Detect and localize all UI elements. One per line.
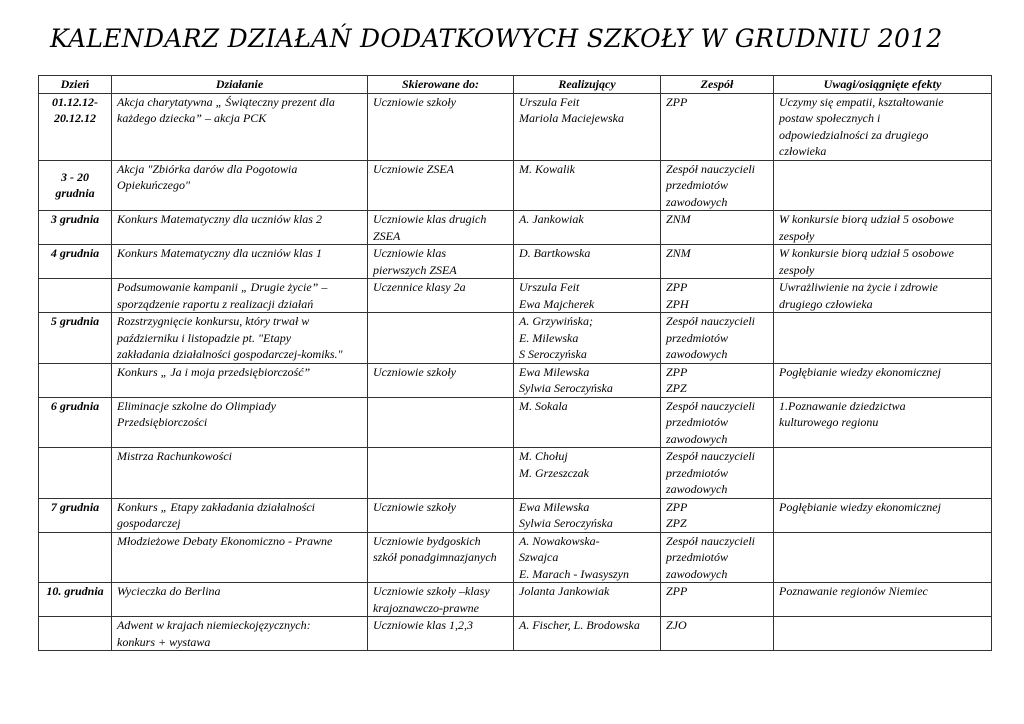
team-cell-line: przedmiotów	[666, 178, 729, 192]
day-cell-line: 20.12.12	[54, 111, 96, 125]
target-cell-line: Uczniowie bydgoskich	[373, 533, 481, 548]
performer-cell	[514, 397, 661, 448]
team-cell	[661, 313, 774, 364]
notes-cell-line: Uczymy się empatii, kształtowanie	[779, 94, 944, 109]
performer-cell	[514, 313, 661, 364]
table-row	[39, 245, 992, 279]
notes-cell-line: W konkursie biorą udział 5 osobowe	[779, 246, 954, 260]
action-cell-line: zakładania działalności gospodarczej-komiks."	[117, 347, 343, 361]
performer-cell-line: Urszula Feit	[519, 94, 580, 109]
day-cell	[39, 313, 112, 364]
notes-cell-line: W konkursie biorą udział 5 osobowe	[779, 212, 954, 226]
table-body	[39, 93, 992, 651]
team-cell-line: Zespół nauczycieli	[666, 161, 755, 176]
target-cell-line: Uczniowie klas drugich	[373, 212, 487, 226]
team-cell	[661, 245, 774, 279]
notes-cell-line: Pogłębianie wiedzy ekonomicznej	[779, 364, 941, 379]
target-cell	[368, 279, 514, 313]
notes-cell	[774, 160, 992, 211]
action-cell-line: Przedsiębiorczości	[117, 415, 208, 429]
action-cell-line: Konkurs Matematyczny dla uczniów klas 1	[117, 246, 322, 260]
target-cell-line: Uczennice klasy 2a	[373, 280, 466, 294]
action-cell	[112, 160, 368, 211]
team-cell-line: zawodowych	[666, 194, 728, 209]
table-row	[39, 532, 992, 583]
performer-cell-line: M. Kowalik	[519, 161, 575, 176]
team-cell-line: ZJO	[666, 618, 687, 632]
performer-cell-line: Szwajca	[519, 550, 559, 564]
action-cell-line: Konkurs Matematyczny dla uczniów klas 2	[117, 212, 322, 226]
performer-cell-line: Ewa Majcherek	[519, 296, 595, 311]
target-cell	[368, 397, 514, 448]
action-cell	[112, 583, 368, 617]
team-cell	[661, 93, 774, 160]
column-header-target: Skierowane do:	[368, 76, 514, 94]
day-cell-line: 10. grudnia	[46, 584, 104, 598]
team-cell	[661, 617, 774, 651]
action-cell-line: Podsumowanie kampanii „ Drugie życie” –	[117, 280, 328, 294]
notes-cell	[774, 279, 992, 313]
team-cell	[661, 448, 774, 499]
day-cell	[39, 532, 112, 583]
performer-cell-line: A. Fischer, L. Brodowska	[519, 618, 640, 632]
table-row	[39, 279, 992, 313]
performer-cell-line: Ewa Milewska	[519, 499, 590, 514]
team-cell	[661, 397, 774, 448]
target-cell-line: Uczniowie klas 1,2,3	[373, 618, 473, 632]
notes-cell	[774, 363, 992, 397]
target-cell	[368, 363, 514, 397]
team-cell-line: Zespół nauczycieli	[666, 398, 755, 413]
notes-cell	[774, 532, 992, 583]
action-cell	[112, 93, 368, 160]
column-header-action: Działanie	[112, 76, 368, 94]
target-cell	[368, 448, 514, 499]
day-cell-line: 3 grudnia	[50, 212, 100, 226]
target-cell	[368, 211, 514, 245]
team-cell-line: ZNM	[666, 212, 691, 226]
action-cell-line: październiku i listopadzie pt. "Etapy	[117, 330, 292, 345]
target-cell-line: szkół ponadgimnazjanych	[373, 550, 497, 564]
notes-cell	[774, 498, 992, 532]
action-cell-line: Akcja "Zbiórka darów dla Pogotowia	[117, 161, 298, 176]
performer-cell	[514, 93, 661, 160]
day-cell-line: 01.12.12-	[52, 94, 98, 109]
action-cell	[112, 448, 368, 499]
team-cell-line: przedmiotów	[666, 550, 729, 564]
notes-cell-line: kulturowego regionu	[779, 415, 879, 429]
action-cell	[112, 397, 368, 448]
notes-cell-line: Poznawanie regionów Niemiec	[779, 584, 928, 598]
action-cell	[112, 211, 368, 245]
performer-cell	[514, 617, 661, 651]
notes-cell	[774, 397, 992, 448]
day-cell-line: 6 grudnia	[50, 398, 100, 413]
performer-cell	[514, 279, 661, 313]
day-cell	[39, 498, 112, 532]
team-cell	[661, 160, 774, 211]
day-cell	[39, 617, 112, 651]
table-row	[39, 93, 992, 160]
team-cell	[661, 498, 774, 532]
performer-cell-line: E. Milewska	[519, 330, 579, 345]
performer-cell-line: Ewa Milewska	[519, 364, 590, 379]
notes-cell-line: zespoły	[779, 262, 815, 277]
notes-cell-line: człowieka	[779, 144, 827, 158]
performer-cell	[514, 448, 661, 499]
target-cell	[368, 313, 514, 364]
day-cell	[39, 583, 112, 617]
action-cell	[112, 617, 368, 651]
performer-cell-line: M. Chołuj	[519, 449, 568, 463]
performer-cell	[514, 160, 661, 211]
target-cell	[368, 498, 514, 532]
performer-cell-line: M. Grzeszczak	[519, 465, 589, 480]
table-row	[39, 313, 992, 364]
team-cell-line: ZPZ	[666, 381, 687, 395]
action-cell	[112, 245, 368, 279]
team-cell-line: Zespół nauczycieli	[666, 449, 755, 463]
performer-cell-line: Sylwia Seroczyńska	[519, 516, 613, 530]
team-cell-line: zawodowych	[666, 347, 728, 361]
action-cell-line: Adwent w krajach niemieckojęzycznych:	[117, 618, 311, 632]
team-cell-line: przedmiotów	[666, 465, 729, 480]
action-cell-line: sporządzenie raportu z realizacji działań	[117, 296, 314, 311]
target-cell-line: pierwszych ZSEA	[373, 262, 457, 277]
day-cell	[39, 245, 112, 279]
notes-cell	[774, 245, 992, 279]
action-cell	[112, 363, 368, 397]
target-cell-line: krajoznawczo-prawne	[373, 600, 479, 615]
table-row	[39, 448, 992, 499]
performer-cell-line: Sylwia Seroczyńska	[519, 381, 613, 395]
target-cell-line: Uczniowie szkoły –klasy	[373, 584, 490, 598]
performer-cell-line: Jolanta Jankowiak	[519, 584, 610, 598]
team-cell-line: ZPP	[666, 584, 688, 598]
day-cell	[39, 211, 112, 245]
action-cell-line: Opiekuńczego"	[117, 178, 191, 192]
target-cell	[368, 160, 514, 211]
team-cell-line: przedmiotów	[666, 415, 729, 429]
action-cell-line: konkurs + wystawa	[117, 634, 211, 649]
notes-cell	[774, 313, 992, 364]
performer-cell-line: Mariola Maciejewska	[519, 111, 624, 125]
performer-cell	[514, 583, 661, 617]
action-cell	[112, 279, 368, 313]
performer-cell-line: A. Jankowiak	[519, 212, 584, 226]
notes-cell	[774, 211, 992, 245]
notes-cell-line: zespoły	[779, 228, 815, 243]
action-cell-line: Młodzieżowe Debaty Ekonomiczno - Prawne	[117, 533, 333, 548]
team-cell-line: przedmiotów	[666, 330, 729, 345]
table-header-row	[39, 76, 992, 94]
day-cell-line: 3 - 20	[61, 169, 89, 184]
performer-cell	[514, 532, 661, 583]
target-cell	[368, 583, 514, 617]
table-row	[39, 498, 992, 532]
performer-cell-line: E. Marach - Iwasyszyn	[519, 566, 629, 581]
day-cell-line: 5 grudnia	[50, 314, 100, 328]
team-cell	[661, 279, 774, 313]
table-row	[39, 617, 992, 651]
target-cell-line: Uczniowie szkoły	[373, 499, 456, 514]
team-cell-line: zawodowych	[666, 566, 728, 581]
target-cell-line: Uczniowie szkoły	[373, 364, 456, 379]
team-cell-line: ZNM	[666, 246, 691, 260]
performer-cell	[514, 245, 661, 279]
performer-cell	[514, 363, 661, 397]
calendar-table	[38, 75, 992, 651]
team-cell-line: ZPP	[666, 94, 688, 109]
performer-cell-line: S Seroczyńska	[519, 347, 587, 361]
column-header-day: Dzień	[39, 76, 112, 94]
notes-cell-line: odpowiedzialności za drugiego	[779, 127, 929, 142]
day-cell	[39, 397, 112, 448]
target-cell-line: Uczniowie szkoły	[373, 94, 456, 109]
performer-cell-line: Urszula Feit	[519, 280, 580, 294]
table-row	[39, 363, 992, 397]
performer-cell-line: A. Nowakowska-	[519, 533, 600, 548]
action-cell-line: Rozstrzygnięcie konkursu, który trwał w	[117, 314, 310, 328]
notes-cell	[774, 583, 992, 617]
notes-cell	[774, 448, 992, 499]
team-cell-line: zawodowych	[666, 431, 728, 446]
column-header-performer: Realizujący	[514, 76, 661, 94]
team-cell	[661, 532, 774, 583]
day-cell	[39, 93, 112, 160]
target-cell	[368, 93, 514, 160]
team-cell-line: zawodowych	[666, 482, 728, 496]
table-row	[39, 397, 992, 448]
notes-cell	[774, 617, 992, 651]
action-cell	[112, 313, 368, 364]
team-cell-line: ZPH	[666, 296, 689, 311]
action-cell-line: Mistrza Rachunkowości	[117, 449, 232, 463]
action-cell	[112, 532, 368, 583]
action-cell-line: gospodarczej	[117, 516, 181, 530]
action-cell-line: Konkurs „ Ja i moja przedsiębiorczość”	[117, 364, 311, 379]
team-cell	[661, 363, 774, 397]
target-cell-line: Uczniowie klas	[373, 246, 446, 260]
notes-cell	[774, 93, 992, 160]
target-cell-line: Uczniowie ZSEA	[373, 161, 454, 176]
notes-cell-line: Pogłębianie wiedzy ekonomicznej	[779, 499, 941, 514]
day-cell-line: grudnia	[55, 186, 95, 201]
column-header-team: Zespół	[661, 76, 774, 94]
team-cell-line: Zespół nauczycieli	[666, 533, 755, 548]
performer-cell-line: D. Bartkowska	[519, 246, 591, 260]
action-cell-line: Akcja charytatywna „ Świąteczny prezent dla	[117, 94, 335, 109]
team-cell	[661, 583, 774, 617]
notes-cell-line: postaw społecznych i	[779, 111, 881, 125]
team-cell-line: ZPP	[666, 499, 688, 514]
target-cell	[368, 617, 514, 651]
day-cell-line: 7 grudnia	[50, 499, 100, 514]
performer-cell	[514, 498, 661, 532]
day-cell	[39, 363, 112, 397]
column-header-notes: Uwagi/osiągnięte efekty	[774, 76, 992, 94]
day-cell	[39, 279, 112, 313]
team-cell	[661, 211, 774, 245]
team-cell-line: ZPZ	[666, 516, 687, 530]
notes-cell-line: drugiego człowieka	[779, 296, 873, 311]
table-row	[39, 211, 992, 245]
table-row	[39, 583, 992, 617]
target-cell	[368, 532, 514, 583]
day-cell	[39, 448, 112, 499]
notes-cell-line: Uwrażliwienie na życie i zdrowie	[779, 280, 938, 294]
performer-cell-line: A. Grzywińska;	[519, 314, 593, 328]
team-cell-line: ZPP	[666, 364, 688, 379]
day-cell	[39, 160, 112, 211]
action-cell-line: Eliminacje szkolne do Olimpiady	[117, 398, 276, 413]
performer-cell	[514, 211, 661, 245]
notes-cell-line: 1.Poznawanie dziedzictwa	[779, 398, 906, 413]
action-cell-line: każdego dziecka” – akcja PCK	[117, 111, 267, 125]
action-cell	[112, 498, 368, 532]
target-cell-line: ZSEA	[373, 228, 401, 243]
target-cell	[368, 245, 514, 279]
day-cell-line: 4 grudnia	[50, 246, 100, 260]
action-cell-line: Konkurs „ Etapy zakładania działalności	[117, 499, 315, 514]
action-cell-line: Wycieczka do Berlina	[117, 584, 221, 598]
table-row	[39, 160, 992, 211]
team-cell-line: ZPP	[666, 280, 688, 294]
performer-cell-line: M. Sokala	[519, 398, 568, 413]
team-cell-line: Zespół nauczycieli	[666, 314, 755, 328]
page-title: KALENDARZ DZIAŁAŃ DODATKOWYCH SZKOŁY W GRUDNIU 2012	[50, 24, 943, 53]
